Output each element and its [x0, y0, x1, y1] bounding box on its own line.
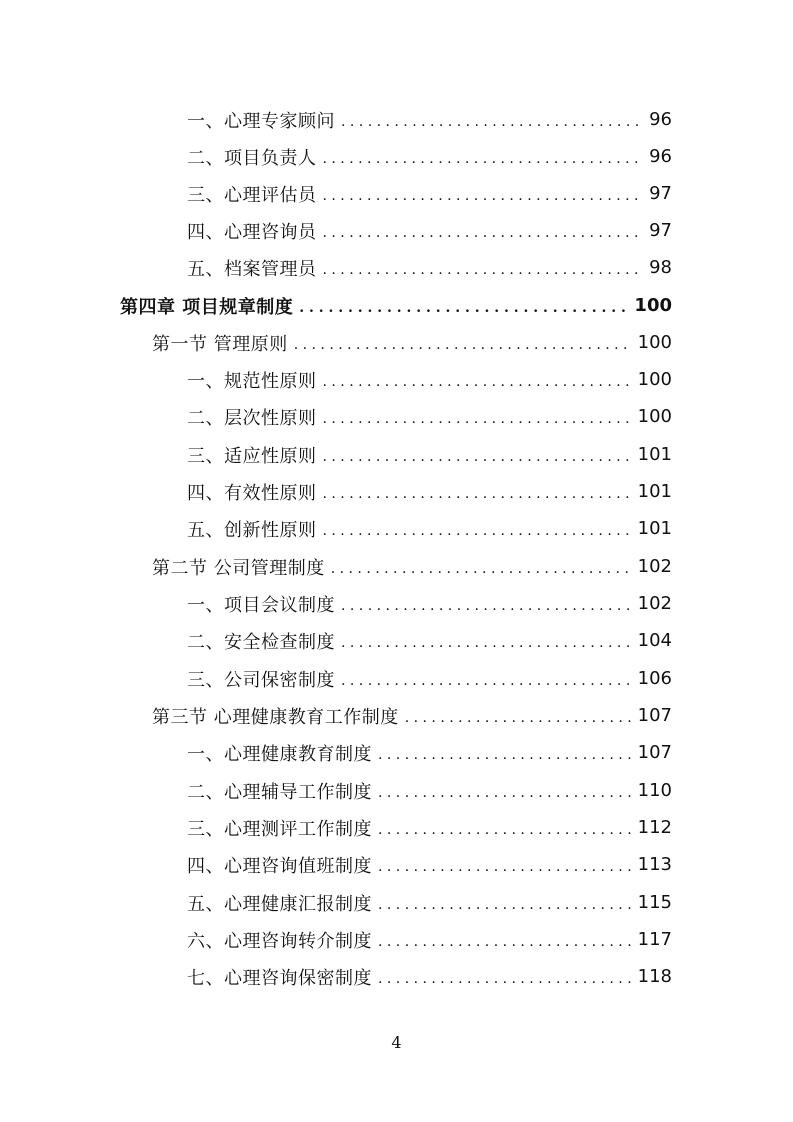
- toc-dot-leader: [323, 152, 644, 166]
- toc-entry-page: 106: [637, 668, 672, 689]
- toc-entry-page: 100: [634, 295, 672, 316]
- toc-dot-leader: [323, 450, 632, 464]
- toc-dot-leader: [323, 226, 644, 240]
- toc-dot-leader: [405, 711, 632, 725]
- toc-entry-page: 101: [637, 444, 672, 465]
- toc-dot-leader: [299, 301, 628, 315]
- toc-entry[interactable]: [187, 101, 672, 138]
- toc-dot-leader: [323, 263, 644, 277]
- toc-entry-label: 四、心理咨询值班制度: [187, 855, 372, 877]
- toc-entry-page: 100: [637, 406, 672, 427]
- toc-entry-label: 一、规范性原则: [187, 370, 317, 392]
- toc-entry-label: 二、层次性原则: [187, 407, 317, 429]
- toc-entry-label: 七、心理咨询保密制度: [187, 967, 372, 989]
- toc-entry-page: 101: [637, 481, 672, 502]
- toc-entry-page: 102: [637, 556, 672, 577]
- toc-entry-page: 115: [637, 892, 672, 913]
- toc-entry-label: 五、档案管理员: [187, 258, 317, 280]
- toc-section-label: 第三节 心理健康教育工作制度: [152, 706, 399, 728]
- toc-entry-label: 三、公司保密制度: [187, 669, 335, 691]
- toc-entry[interactable]: [187, 138, 672, 175]
- toc-entry-page: 107: [637, 742, 672, 763]
- toc-entry-page: 101: [637, 518, 672, 539]
- toc-dot-leader: [294, 338, 632, 352]
- toc-entry[interactable]: [187, 398, 672, 435]
- toc-entry-label: 三、心理评估员: [187, 184, 317, 206]
- toc-entry-label: 一、项目会议制度: [187, 594, 335, 616]
- toc-dot-leader: [378, 972, 632, 986]
- toc-chapter-entry[interactable]: [120, 287, 672, 324]
- toc-entry[interactable]: [187, 473, 672, 510]
- toc-section-entry[interactable]: [152, 324, 672, 361]
- toc-entry[interactable]: [187, 921, 672, 958]
- toc-entry[interactable]: [187, 622, 672, 659]
- toc-entry-label: 二、安全检查制度: [187, 631, 335, 653]
- toc-dot-leader: [341, 674, 632, 688]
- toc-entry-page: 112: [637, 817, 672, 838]
- toc-entry-label: 六、心理咨询转介制度: [187, 930, 372, 952]
- toc-dot-leader: [378, 823, 632, 837]
- toc-entry[interactable]: [187, 772, 672, 809]
- toc-entry[interactable]: [187, 734, 672, 771]
- toc-dot-leader: [341, 115, 643, 129]
- toc-section-entry[interactable]: [152, 697, 672, 734]
- toc-dot-leader: [341, 599, 632, 613]
- toc-entry-page: 98: [649, 257, 672, 278]
- page-number: 4: [391, 1033, 402, 1052]
- toc-entry-page: 118: [637, 966, 672, 987]
- toc-dot-leader: [378, 860, 632, 874]
- toc-entry-label: 二、项目负责人: [187, 147, 317, 169]
- toc-dot-leader: [331, 562, 632, 576]
- toc-section-label: 第二节 公司管理制度: [152, 557, 325, 579]
- toc-entry[interactable]: [187, 510, 672, 547]
- toc-dot-leader: [323, 375, 632, 389]
- toc-entry-label: 四、有效性原则: [187, 482, 317, 504]
- toc-entry[interactable]: [187, 212, 672, 249]
- toc-dot-leader: [378, 786, 632, 800]
- toc-entry-page: 96: [649, 146, 672, 167]
- toc-entry[interactable]: [187, 585, 672, 622]
- toc-dot-leader: [378, 748, 632, 762]
- toc-chapter-label: 第四章 项目规章制度: [120, 296, 294, 318]
- toc-entry[interactable]: [187, 436, 672, 473]
- toc-dot-leader: [323, 412, 632, 426]
- toc-dot-leader: [323, 487, 632, 501]
- toc-entry-label: 三、适应性原则: [187, 445, 317, 467]
- toc-entry-page: 110: [637, 780, 672, 801]
- toc-entry[interactable]: [187, 361, 672, 398]
- toc-section-entry[interactable]: [152, 548, 672, 585]
- toc-dot-leader: [323, 189, 644, 203]
- toc-entry-page: 97: [649, 183, 672, 204]
- toc-entry[interactable]: [187, 249, 672, 286]
- toc-entry-label: 二、心理辅导工作制度: [187, 781, 372, 803]
- toc-entry[interactable]: [187, 846, 672, 883]
- toc-entry-label: 四、心理咨询员: [187, 221, 317, 243]
- toc-entry[interactable]: [187, 958, 672, 995]
- toc-entry-page: 117: [637, 929, 672, 950]
- toc-entry-label: 五、心理健康汇报制度: [187, 893, 372, 915]
- toc-entry-label: 三、心理测评工作制度: [187, 818, 372, 840]
- toc-entry-label: 一、心理专家顾问: [187, 110, 335, 132]
- toc-entry-label: 一、心理健康教育制度: [187, 743, 372, 765]
- toc-entry-page: 100: [637, 332, 672, 353]
- toc-entry[interactable]: [187, 175, 672, 212]
- toc-entry-page: 102: [637, 593, 672, 614]
- toc-dot-leader: [378, 935, 632, 949]
- toc-entry[interactable]: [187, 809, 672, 846]
- toc-dot-leader: [378, 898, 632, 912]
- toc-section-label: 第一节 管理原则: [152, 333, 288, 355]
- toc-entry-page: 104: [637, 630, 672, 651]
- toc-entry-page: 113: [637, 854, 672, 875]
- toc-entry-page: 100: [637, 369, 672, 390]
- toc-entry-page: 96: [649, 109, 672, 130]
- toc-entry-page: 107: [637, 705, 672, 726]
- toc-dot-leader: [323, 524, 632, 538]
- toc-dot-leader: [341, 636, 632, 650]
- toc-entry[interactable]: [187, 884, 672, 921]
- toc-entry-label: 五、创新性原则: [187, 519, 317, 541]
- toc-entry[interactable]: [187, 660, 672, 697]
- toc-entry-page: 97: [649, 220, 672, 241]
